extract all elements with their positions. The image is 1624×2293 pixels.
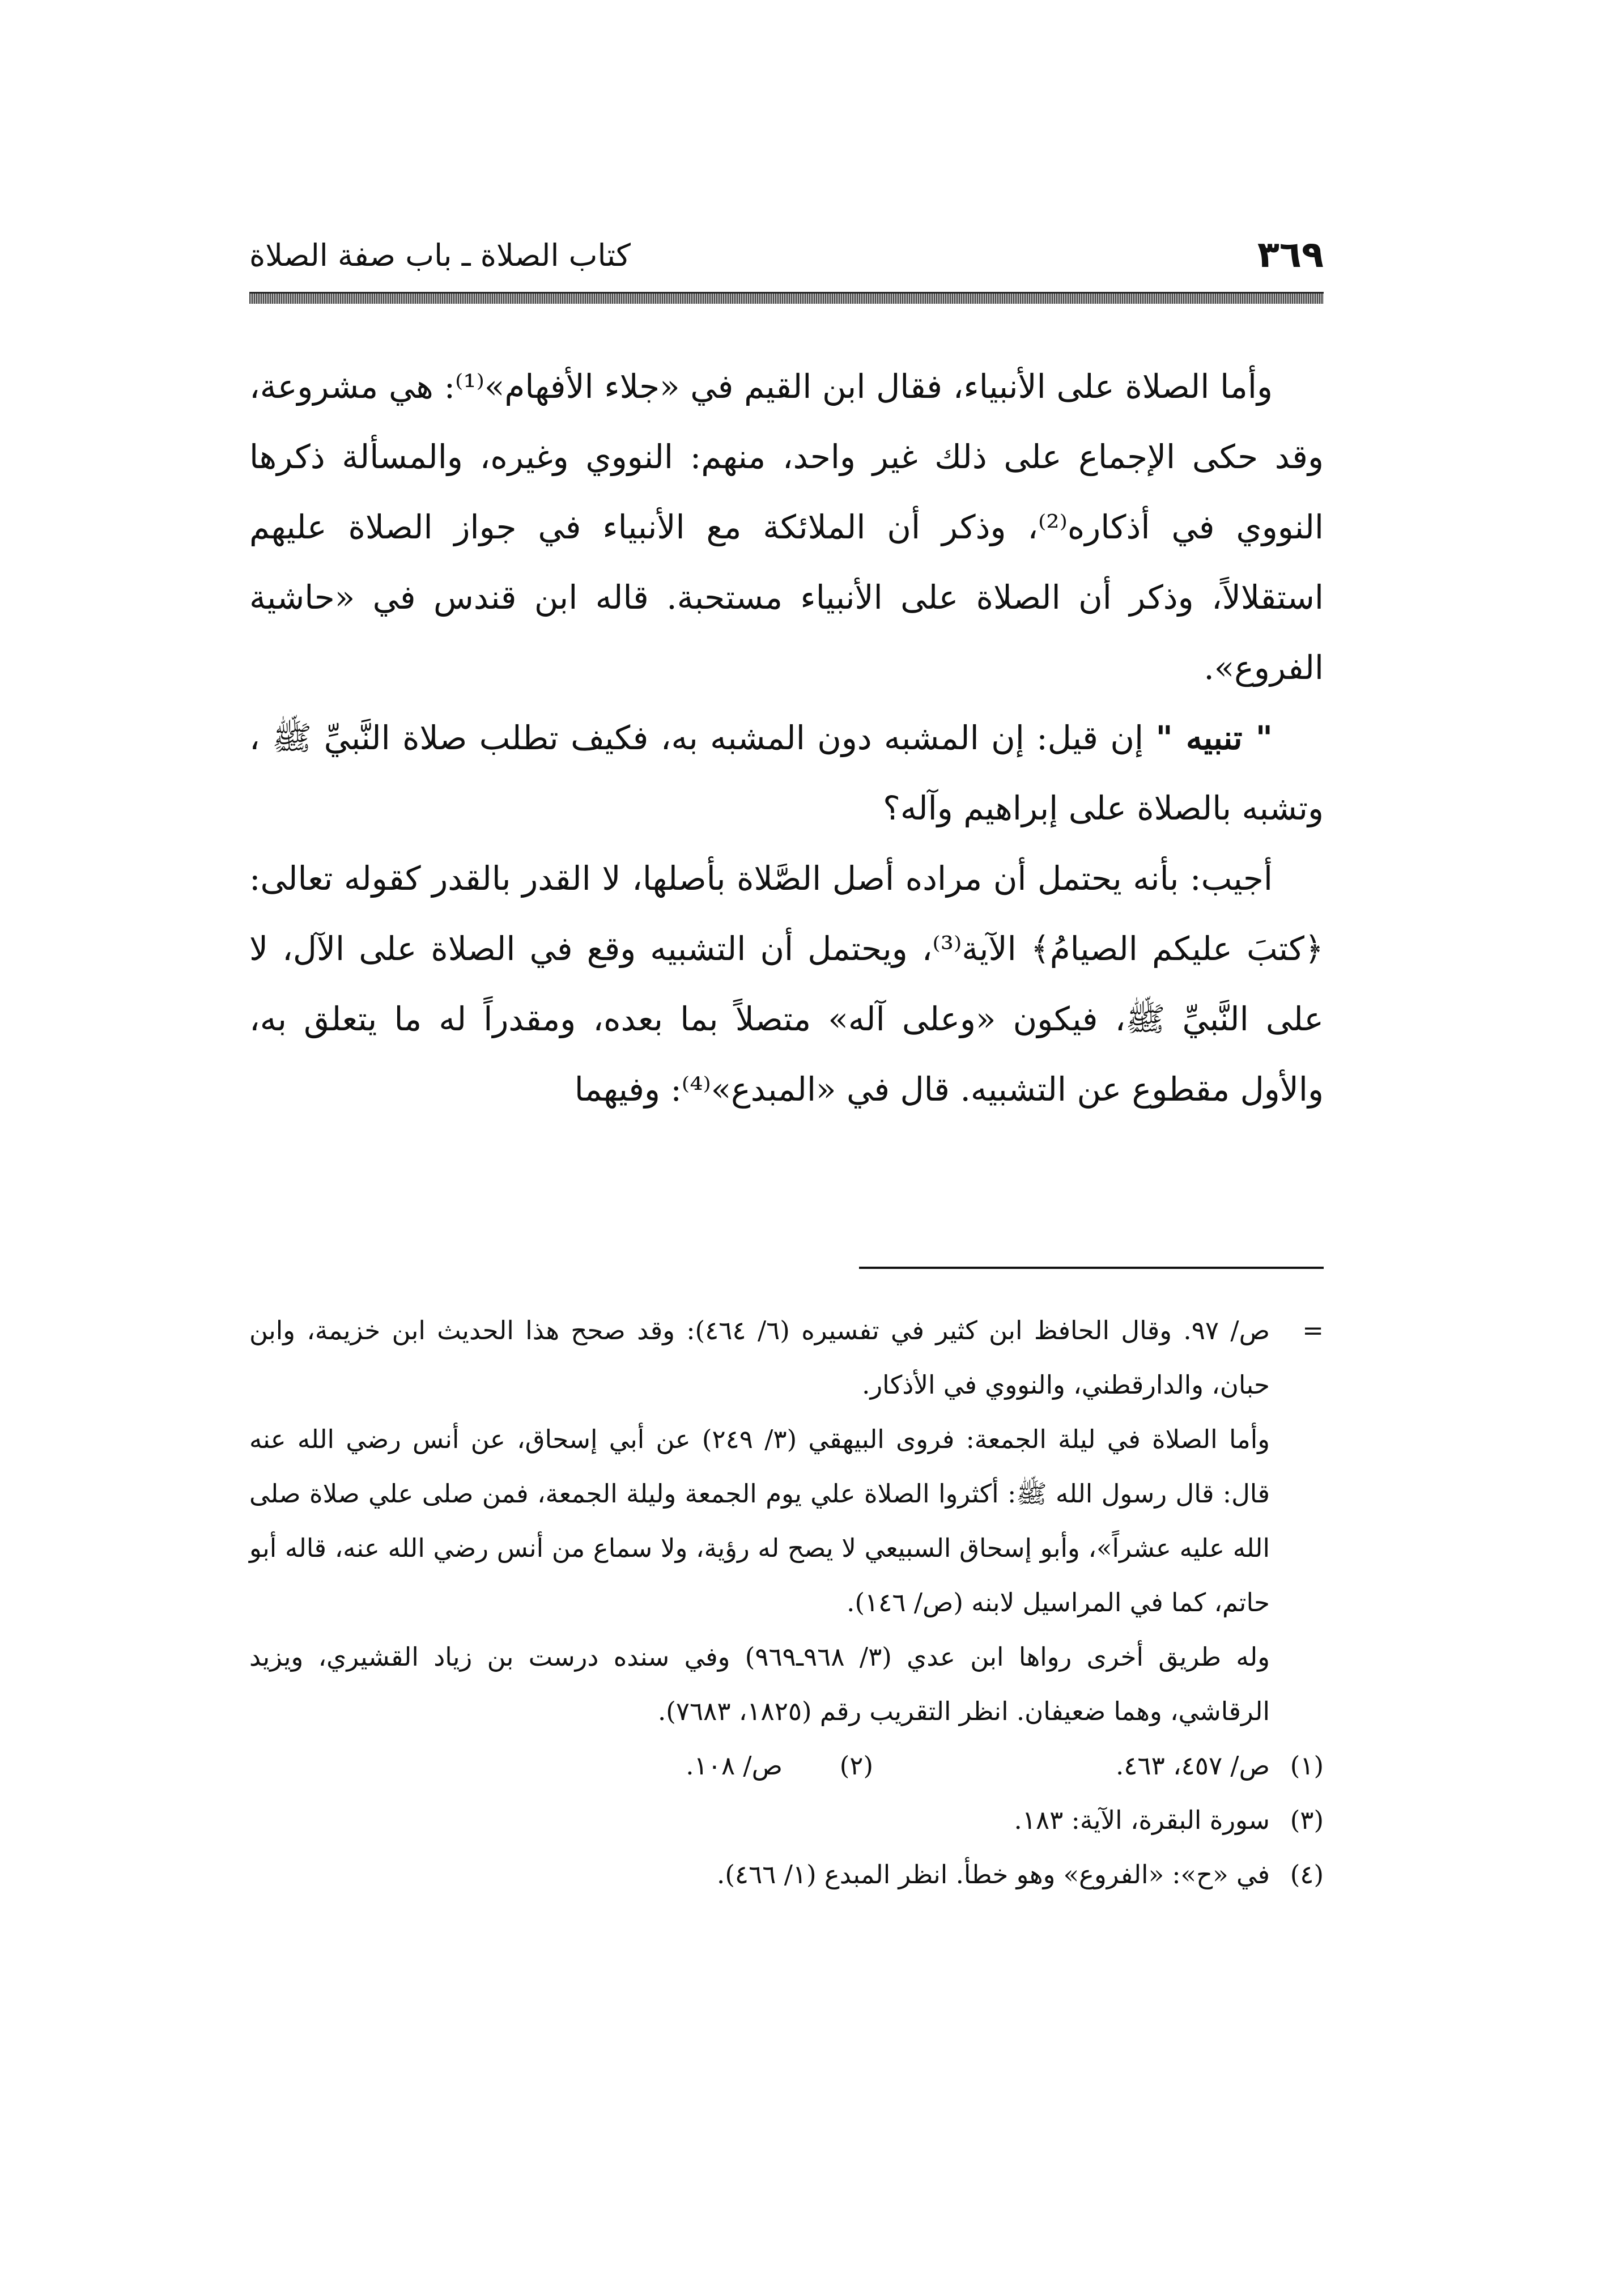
footnote-3 bbox=[249, 1793, 1324, 1848]
page-number: ٣٦٩ bbox=[1257, 234, 1324, 276]
paragraph-prophets-prayer: وأما الصلاة على الأنبياء، فقال ابن القيم في «جلاء الأفهام»⁽¹⁾: هي مشروعة، وقد حكى الإجماع على ذلك غير واحد، منهم: النووي وغيره، والمسألة ذكرها النووي في أذكاره⁽²⁾، وذكر أن الملائكة مع الأنبياء في جواز الصلاة عليهم استقلالاً، وذكر أن الصلاة على الأنبياء مستحبة. قاله ابن قندس في «حاشية الفروع». bbox=[249, 367, 1324, 687]
footnote-2-text: ص/ ١٠٨. bbox=[686, 1751, 783, 1781]
footnote-separator bbox=[859, 1267, 1324, 1269]
footnote-marker: (٤) bbox=[1290, 1859, 1324, 1889]
footnote-4 bbox=[249, 1848, 1324, 1902]
paragraph-answer: أجيب: بأنه يحتمل أن مراده أصل الصَّلاة بأصلها، لا القدر بالقدر كقوله تعالى: ﴿كتبَ عليكم الصيامُ﴾ الآية⁽³⁾، ويحتمل أن التشبيه وقع في الصلاة على الآل، لا على النَّبيِّ ﷺ، فيكون «وعلى آله» متصلاً بما بعده، ومقدراً له ما يتعلق به، والأول مقطوع عن التشبيه. قال في «المبدع»⁽⁴⁾: وفيهما bbox=[249, 859, 1324, 1109]
footnote-continuation bbox=[249, 1303, 1324, 1412]
footnote-marker: (١) bbox=[1290, 1751, 1324, 1781]
paragraph-notice bbox=[249, 703, 1324, 843]
footnote-row-1-2 bbox=[249, 1739, 1324, 1793]
footnote-marker: (٣) bbox=[1290, 1805, 1324, 1835]
footnote-text: سورة البقرة، الآية: ١٨٣. bbox=[1014, 1805, 1270, 1835]
notice-label: " تنبيه " bbox=[1155, 719, 1273, 757]
footnote-continuation-paragraph: وله طريق أخرى رواها ابن عدي (٣/ ٩٦٨ـ٩٦٩) وفي سنده درست بن زياد القشيري، ويزيد الرقاشي، وهما ضعيفان. انظر التقريب رقم (١٨٢٥، ٧٦٨٣). bbox=[249, 1642, 1270, 1726]
page-header bbox=[249, 230, 1324, 281]
footnotes bbox=[249, 1303, 1324, 1902]
footnote-marker: = bbox=[1302, 1315, 1324, 1345]
footnote-text: ص/ ٩٧. وقال الحافظ ابن كثير في تفسيره (٦/ ٤٦٤): وقد صحح هذا الحديث ابن خزيمة، وابن حبان، والدارقطني، والنووي في الأذكار. bbox=[249, 1315, 1270, 1400]
notice-text: إن قيل: إن المشبه دون المشبه به، فكيف تطلب صلاة النَّبيِّ ﷺ ، وتشبه بالصلاة على إبراهيم وآله؟ bbox=[249, 719, 1324, 827]
running-title: كتاب الصلاة ـ باب صفة الصلاة bbox=[249, 237, 631, 273]
main-text bbox=[249, 351, 1324, 1124]
header-rule bbox=[249, 292, 1324, 304]
footnote-1-text: ص/ ٤٥٧، ٤٦٣. bbox=[1115, 1751, 1270, 1781]
footnote-text: في «ح»: «الفروع» وهو خطأ. انظر المبدع (١/ ٤٦٦). bbox=[717, 1859, 1270, 1889]
footnote-marker: (٢) bbox=[839, 1751, 873, 1781]
footnote-continuation-paragraph: وأما الصلاة في ليلة الجمعة: فروى البيهقي (٣/ ٢٤٩) عن أبي إسحاق، عن أنس رضي الله عنه قال: قال رسول الله ﷺ: أكثروا الصلاة علي يوم الجمعة وليلة الجمعة، فمن صلى علي صلاة صلى الله عليه عشراً»، وأبو إسحاق السبيعي لا يصح له رؤية، ولا سماع من أنس رضي الله عنه، قاله أبو حاتم، كما في المراسيل لابنه (ص/ ١٤٦). bbox=[249, 1424, 1270, 1617]
